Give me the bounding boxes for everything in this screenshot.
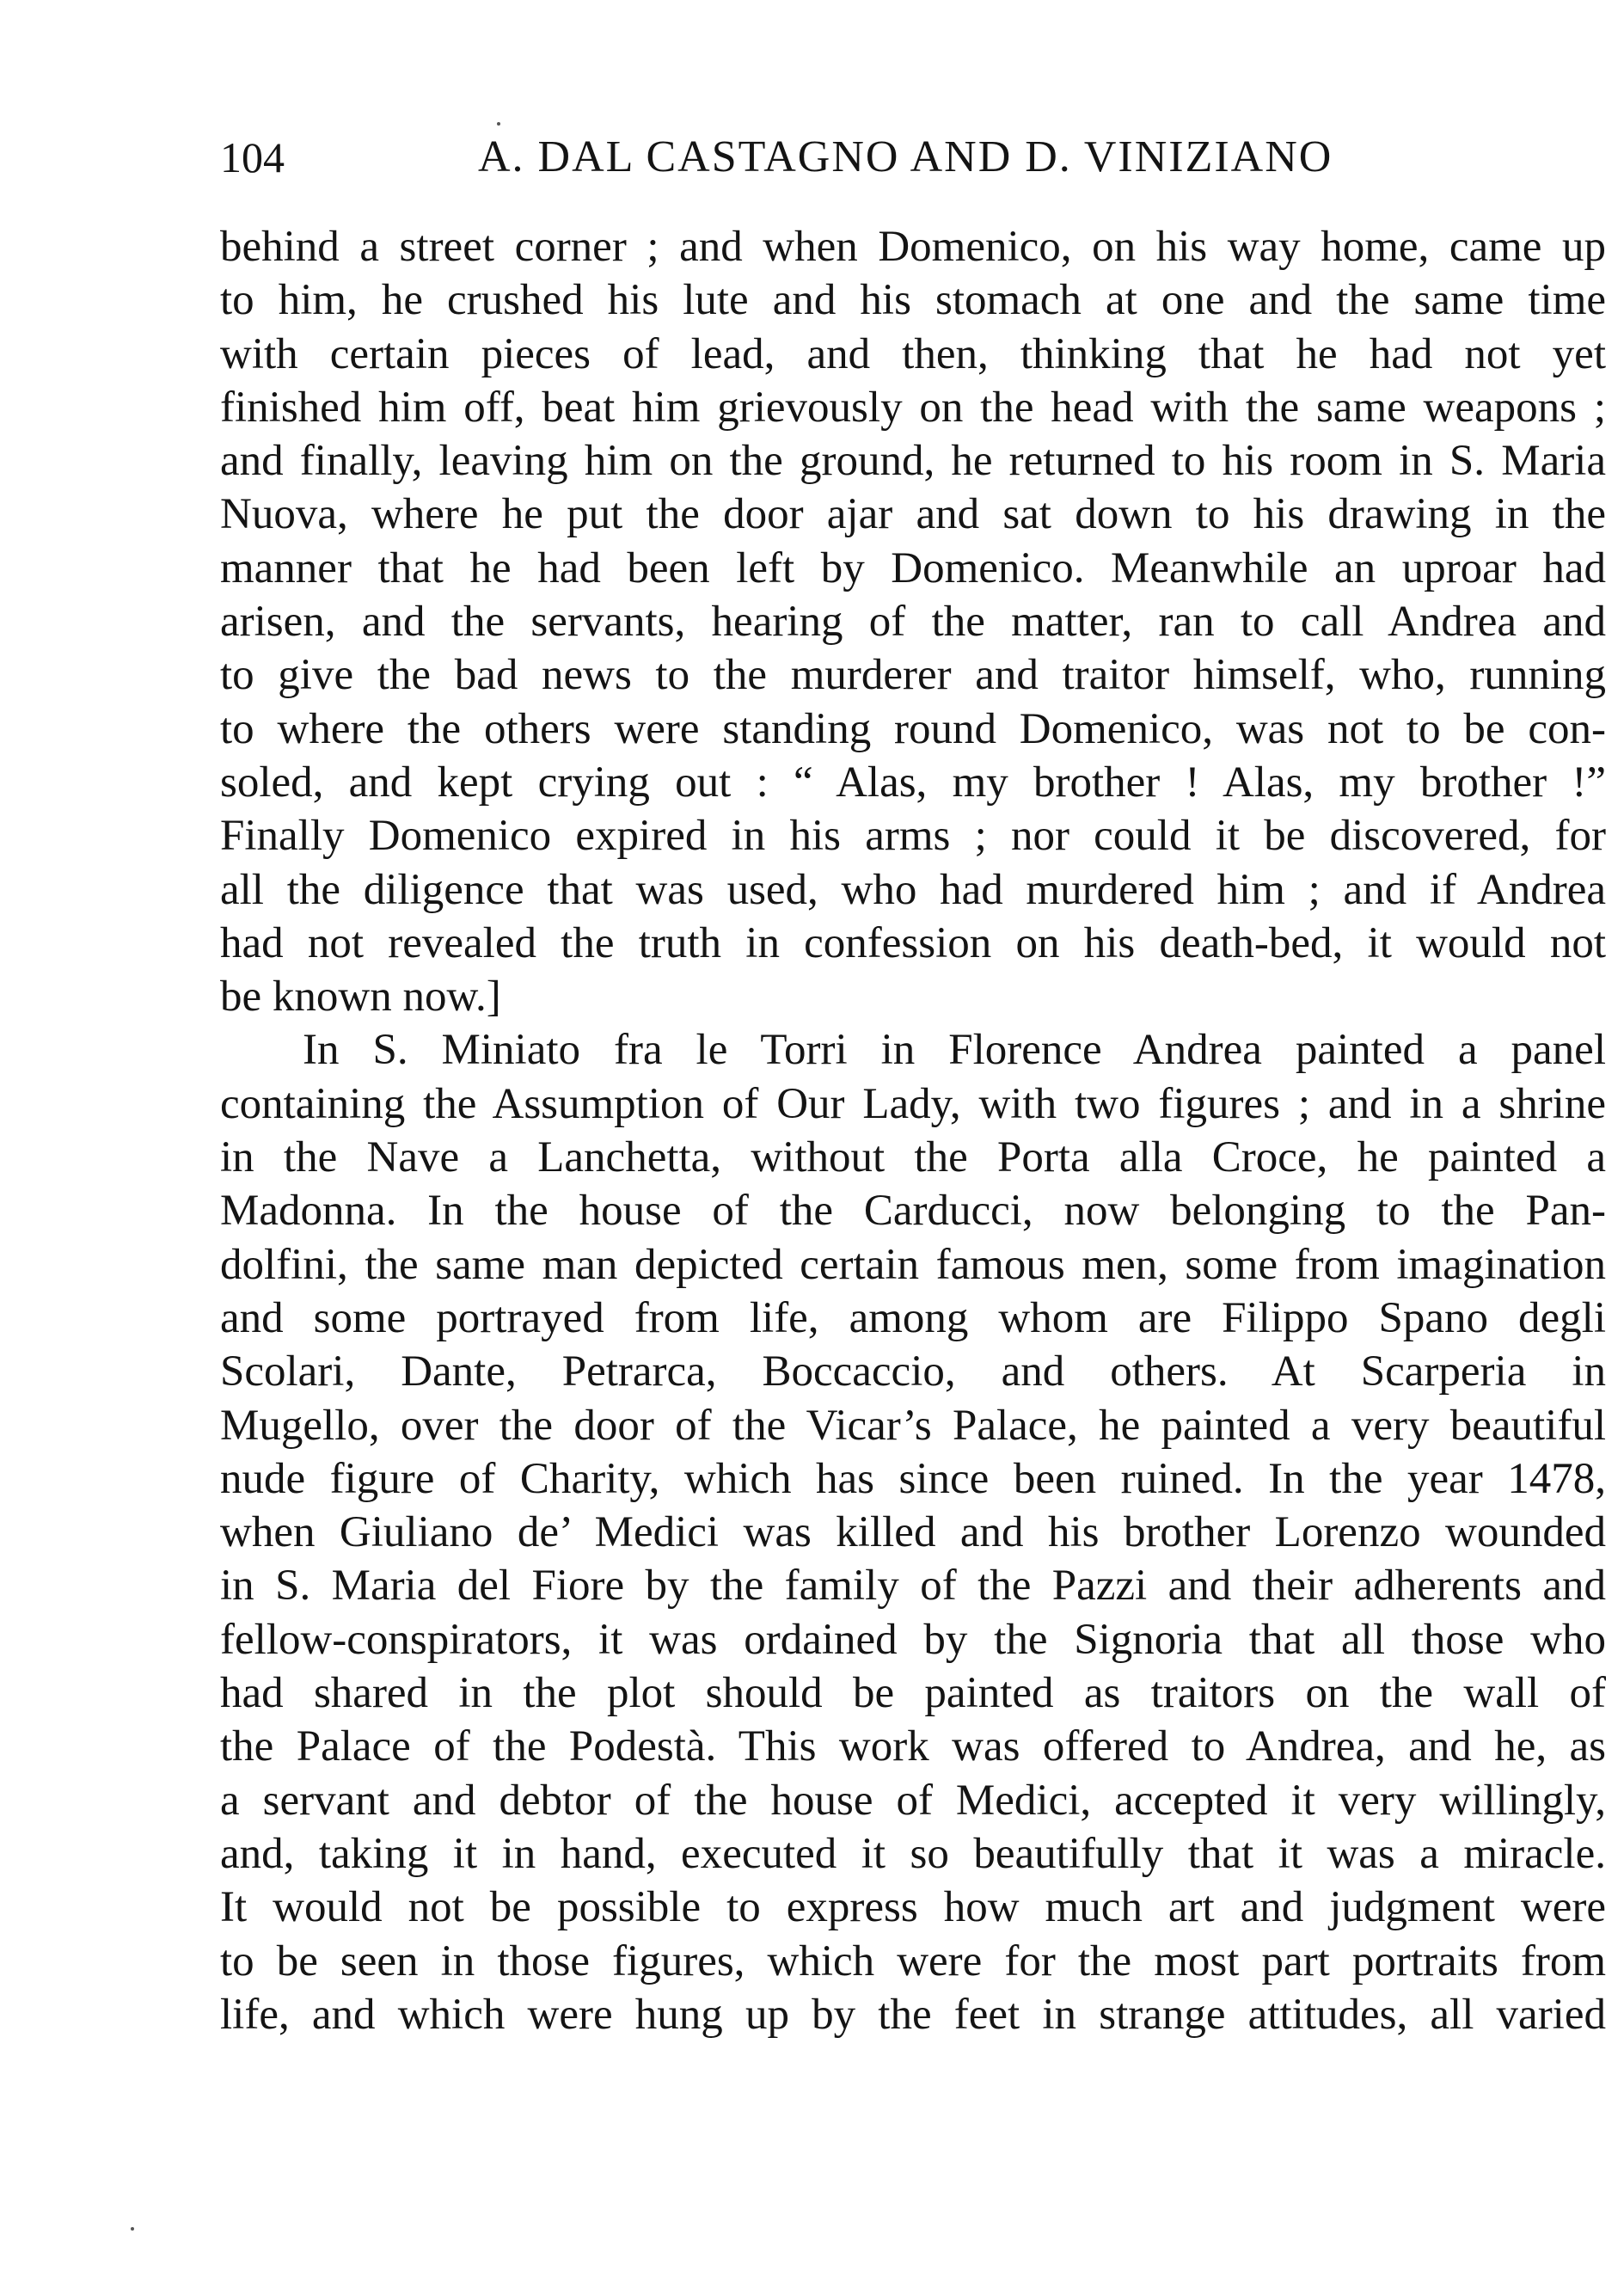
text-line: the Palace of the Podestà. This work was offered to Andrea, and he, as	[220, 1722, 1606, 1771]
running-head	[220, 127, 1606, 187]
text-line: to where the others were standing round Domenico, was not to be con-	[220, 704, 1606, 753]
paragraph-1	[220, 220, 1606, 1023]
page-number: 104	[220, 133, 285, 181]
text-line: behind a street corner ; and when Domenico, on his way home, came up	[220, 223, 1606, 271]
text-line: containing the Assumption of Our Lady, with two figures ; and in a shrine	[220, 1079, 1606, 1128]
text-line: dolfini, the same man depicted certain famous men, some from imagination	[220, 1240, 1606, 1289]
body-text	[220, 220, 1606, 2041]
text-line: in the Nave a Lanchetta, without the Porta alla Croce, he painted a	[220, 1133, 1606, 1182]
text-line: It would not be possible to express how much art and judgment were	[220, 1883, 1606, 1932]
text-line: had not revealed the truth in confession on his death-bed, it would not	[220, 918, 1606, 967]
text-line: and finally, leaving him on the ground, he returned to his room in S. Maria	[220, 437, 1606, 486]
text-line: Finally Domenico expired in his arms ; nor could it be discovered, for	[220, 812, 1606, 861]
text-line: in S. Maria del Fiore by the family of the Pazzi and their adherents and	[220, 1562, 1606, 1611]
text-line: with certain pieces of lead, and then, thinking that he had not yet	[220, 329, 1606, 378]
text-line: had shared in the plot should be painted as traitors on the wall of	[220, 1669, 1606, 1718]
text-line: all the diligence that was used, who had murdered him ; and if Andrea	[220, 865, 1606, 914]
text-line: and some portrayed from life, among whom are Filippo Spano degli	[220, 1293, 1606, 1342]
text-line: manner that he had been left by Domenico. Meanwhile an uproar had	[220, 543, 1606, 592]
text-line: be known now.]	[220, 973, 501, 1022]
scan-speck	[131, 2227, 134, 2231]
text-line: arisen, and the servants, hearing of the matter, ran to call Andrea and	[220, 598, 1606, 647]
text-line: to give the bad news to the murderer and traitor himself, who, running	[220, 651, 1606, 700]
running-title: A. DAL CASTAGNO AND D. VINIZIANO	[478, 132, 1333, 181]
text-line: Scolari, Dante, Petrarca, Boccaccio, and others. At Scarperia in	[220, 1347, 1606, 1396]
text-line: nude figure of Charity, which has since been ruined. In the year 1478,	[220, 1454, 1606, 1503]
paragraph-2	[220, 1023, 1606, 2041]
text-line: and, taking it in hand, executed it so beautifully that it was a miracle.	[220, 1829, 1606, 1878]
text-line: finished him off, beat him grievously on the head with the same weapons ;	[220, 383, 1606, 432]
scan-speck	[497, 122, 500, 126]
text-line: life, and which were hung up by the feet in strange attitudes, all varied	[220, 1990, 1606, 2039]
text-line: a servant and debtor of the house of Medici, accepted it very willingly,	[220, 1776, 1606, 1825]
text-line: Mugello, over the door of the Vicar’s Palace, he painted a very beautiful	[220, 1401, 1606, 1450]
text-line: soled, and kept crying out : “ Alas, my brother ! Alas, my brother !”	[220, 758, 1606, 807]
text-line: to be seen in those figures, which were for the most part portraits from	[220, 1936, 1606, 1985]
text-line: to him, he crushed his lute and his stomach at one and the same time	[220, 276, 1606, 325]
text-line: In S. Miniato fra le Torri in Florence Andrea painted a panel	[303, 1026, 1606, 1075]
text-line: when Giuliano de’ Medici was killed and his brother Lorenzo wounded	[220, 1508, 1606, 1557]
text-line: Madonna. In the house of the Carducci, now belonging to the Pan-	[220, 1187, 1606, 1236]
text-line: Nuova, where he put the door ajar and sat down to his drawing in the	[220, 490, 1606, 539]
text-line: fellow-conspirators, it was ordained by the Signoria that all those who	[220, 1615, 1606, 1664]
